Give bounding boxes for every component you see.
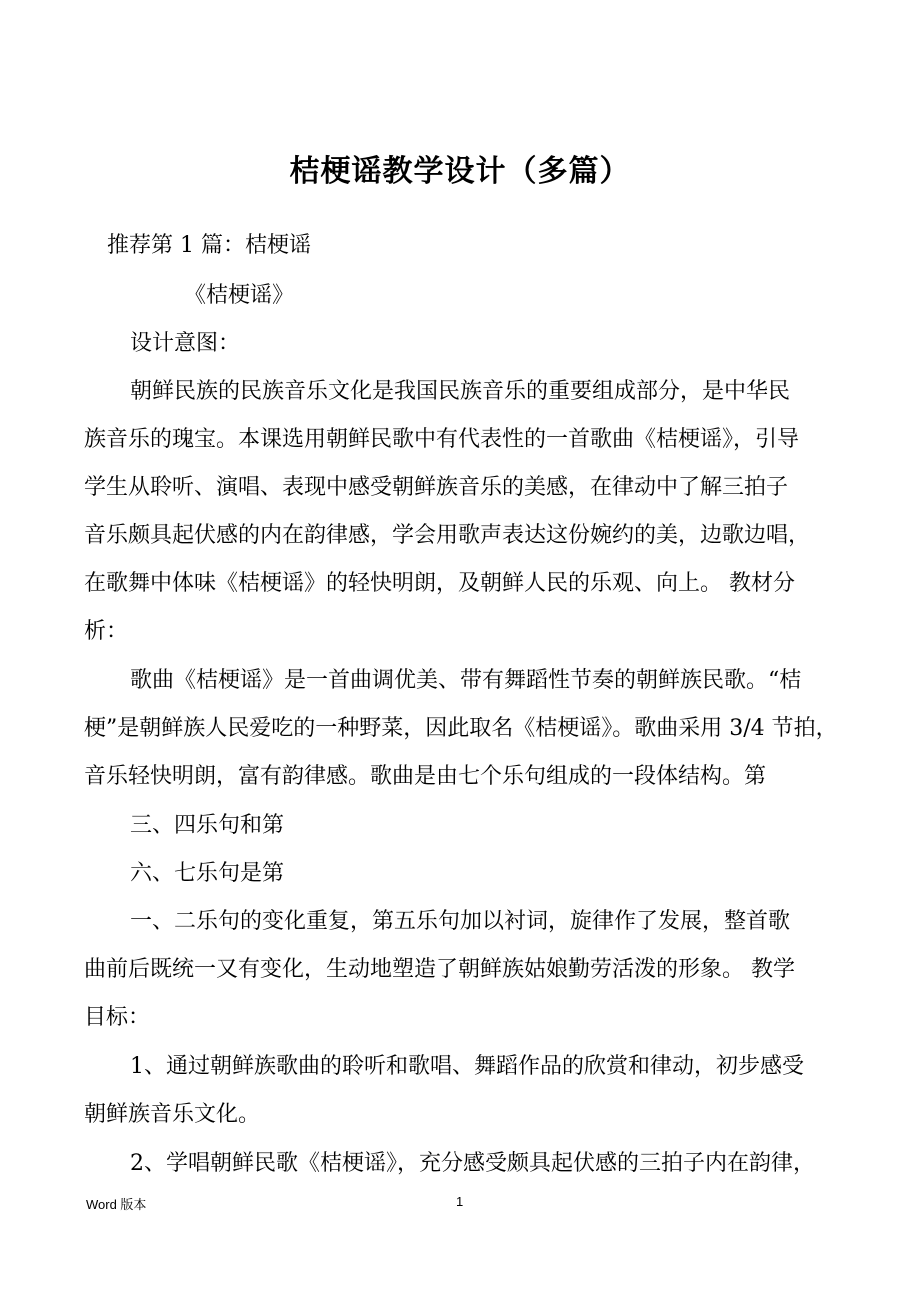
paragraph-line: 一、二乐句的变化重复，第五乐句加以衬词，旋律作了发展，整首歌: [130, 909, 791, 934]
paragraph-line: 三、四乐句和第: [130, 813, 285, 838]
paragraph-line: 族音乐的瑰宝。本课选用朝鲜民歌中有代表性的一首歌曲《桔梗谣》，引导: [84, 427, 800, 452]
document-title: 桔梗谣教学设计（多篇）: [289, 154, 631, 189]
design-intent-heading: 设计意图：: [130, 331, 241, 356]
paragraph-line: 歌曲《桔梗谣》是一首曲调优美、带有舞蹈性节奏的朝鲜族民歌。“桔: [130, 668, 802, 693]
paragraph-line: 目标：: [84, 1005, 151, 1030]
paragraph-line: 音乐轻快明朗，富有韵律感。歌曲是由七个乐句组成的一段体结构。第: [84, 764, 767, 789]
paragraph-line: 析：: [84, 619, 129, 644]
objective-item: 1、通过朝鲜族歌曲的聆听和歌唱、舞蹈作品的欣赏和律动，初步感受: [130, 1054, 804, 1079]
paragraph-line: 梗”是朝鲜族人民爱吃的一种野菜，因此取名《桔梗谣》。歌曲采用 3/4 节拍，: [84, 716, 838, 741]
paragraph-line: 朝鲜族音乐文化。: [84, 1102, 261, 1127]
song-title-line: 《桔梗谣》: [184, 283, 295, 308]
paragraph-line: 在歌舞中体味《桔梗谣》的轻快明朗，及朝鲜人民的乐观、向上。 教材分: [84, 571, 795, 596]
paragraph-line: 音乐颇具起伏感的内在韵律感，学会用歌声表达这份婉约的美，边歌边唱，: [84, 523, 811, 548]
recommend-heading: 推荐第 1 篇：桔梗谣: [107, 233, 311, 258]
paragraph-line: 六、七乐句是第: [130, 861, 285, 886]
paragraph-line: 曲前后既统一又有变化，生动地塑造了朝鲜族姑娘勤劳活泼的形象。 教学: [84, 957, 795, 982]
footer-label: Word 版本: [86, 1197, 147, 1212]
paragraph-line: 朝鲜民族的民族音乐文化是我国民族音乐的重要组成部分，是中华民: [130, 379, 791, 404]
objective-item: 2、学唱朝鲜民歌《桔梗谣》，充分感受颇具起伏感的三拍子内在韵律，: [130, 1151, 815, 1176]
paragraph-line: 学生从聆听、演唱、表现中感受朝鲜族音乐的美感，在律动中了解三拍子: [84, 475, 789, 500]
page-number: 1: [456, 1194, 464, 1209]
